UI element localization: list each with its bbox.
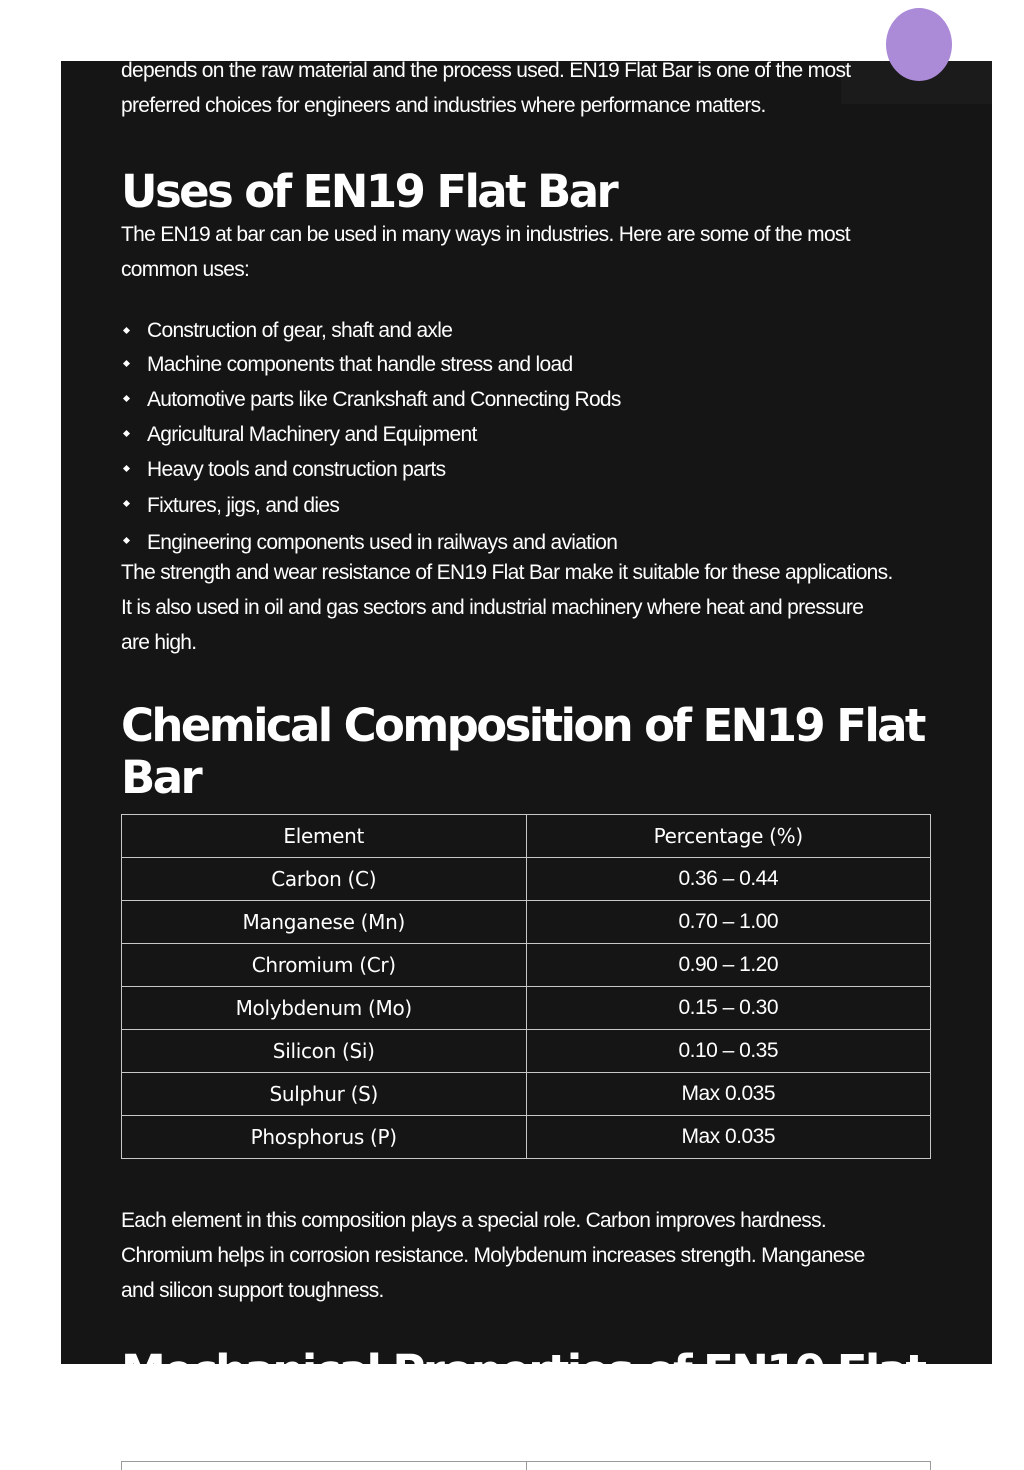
intro-line-2: preferred choices for engineers and industries where performance matters. <box>121 94 766 117</box>
intro-paragraph <box>121 53 933 123</box>
list-item: Heavy tools and construction parts <box>121 452 933 487</box>
percentage-cell: Max 0.035 <box>526 1116 931 1159</box>
uses-outro-line-1: The strength and wear resistance of EN19 Flat Bar make it suitable for these applications. <box>121 561 893 584</box>
percentage-cell: 0.10 – 0.35 <box>526 1030 931 1073</box>
element-cell: Manganese (Mn) <box>122 901 527 944</box>
composition-table <box>121 814 931 1159</box>
list-item: Engineering components used in railways and aviation <box>121 524 933 561</box>
uses-intro-line-2: common uses: <box>121 258 250 281</box>
table-row <box>122 1116 931 1159</box>
percentage-cell: 0.36 – 0.44 <box>526 858 931 901</box>
table-row <box>122 1030 931 1073</box>
composition-note-line-3: and silicon support toughness. <box>121 1279 384 1302</box>
bullet-icon <box>123 395 130 402</box>
uses-heading: Uses of EN19 Flat Bar <box>121 165 617 218</box>
uses-outro-paragraph <box>121 555 933 660</box>
uses-outro-line-3: are high. <box>121 631 197 654</box>
bullet-icon <box>123 327 130 334</box>
article-content <box>121 61 933 1470</box>
composition-note-line-2: Chromium helps in corrosion resistance. Molybdenum increases strength. Manganese <box>121 1244 865 1267</box>
composition-note-paragraph <box>121 1203 933 1308</box>
column-header-element: Element <box>122 815 527 858</box>
percentage-cell: 0.90 – 1.20 <box>526 944 931 987</box>
table-row <box>122 987 931 1030</box>
element-cell: Sulphur (S) <box>122 1073 527 1116</box>
element-cell: Phosphorus (P) <box>122 1116 527 1159</box>
element-cell: Chromium (Cr) <box>122 944 527 987</box>
uses-list <box>121 314 933 561</box>
bullet-icon <box>123 465 130 472</box>
bullet-icon <box>123 430 130 437</box>
percentage-cell: Max 0.035 <box>526 1073 931 1116</box>
list-item: Construction of gear, shaft and axle <box>121 314 933 347</box>
bullet-icon <box>123 537 130 544</box>
element-cell: Silicon (Si) <box>122 1030 527 1073</box>
table-divider <box>526 1462 527 1470</box>
list-item: Agricultural Machinery and Equipment <box>121 417 933 452</box>
list-item: Fixtures, jigs, and dies <box>121 487 933 524</box>
mechanical-heading: Mechanical Properties of EN19 Flat Bar <box>121 1345 925 1450</box>
table-row <box>122 1073 931 1116</box>
column-header-percentage: Percentage (%) <box>526 815 931 858</box>
composition-note-line-1: Each element in this composition plays a special role. Carbon improves hardness. <box>121 1209 827 1232</box>
bullet-icon <box>123 360 130 367</box>
uses-intro-paragraph <box>121 217 933 287</box>
uses-outro-line-2: It is also used in oil and gas sectors and industrial machinery where heat and pressure <box>121 596 864 619</box>
content-panel <box>61 59 992 1450</box>
percentage-cell: 0.70 – 1.00 <box>526 901 931 944</box>
list-item: Machine components that handle stress and load <box>121 347 933 382</box>
mechanical-table-top <box>121 1461 931 1470</box>
table-row <box>122 944 931 987</box>
element-cell: Molybdenum (Mo) <box>122 987 527 1030</box>
percentage-cell: 0.15 – 0.30 <box>526 987 931 1030</box>
table-row <box>122 858 931 901</box>
intro-line-1: depends on the raw material and the process used. EN19 Flat Bar is one of the most <box>121 59 851 82</box>
table-header-row <box>122 815 931 858</box>
element-cell: Carbon (C) <box>122 858 527 901</box>
uses-intro-line-1: The EN19 at bar can be used in many ways in industries. Here are some of the most <box>121 223 850 246</box>
composition-heading: Chemical Composition of EN19 Flat Bar <box>121 699 924 804</box>
bullet-icon <box>123 500 130 507</box>
table-row <box>122 901 931 944</box>
list-item: Automotive parts like Crankshaft and Connecting Rods <box>121 382 933 417</box>
